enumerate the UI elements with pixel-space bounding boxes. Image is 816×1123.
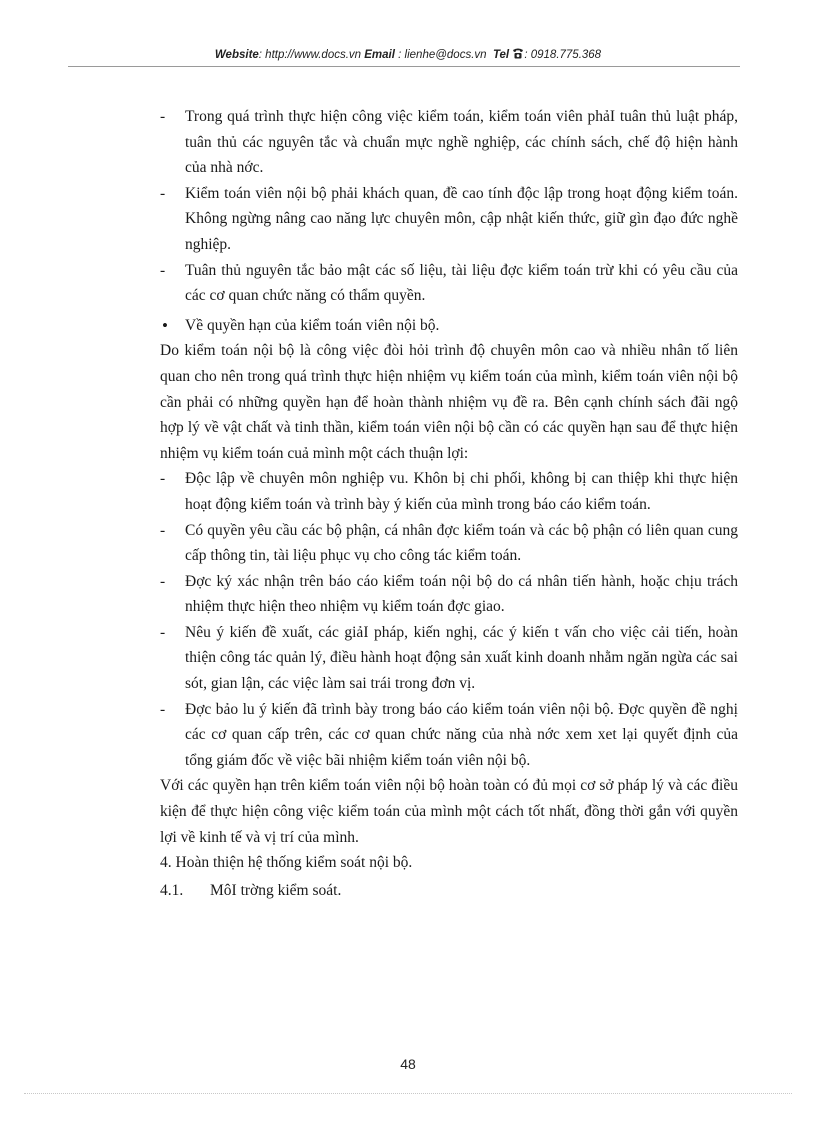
dash-marker: -	[160, 108, 166, 125]
dash-marker: -	[160, 261, 166, 279]
list-item: - Đợc ký xác nhận trên báo cáo kiểm toán nội bộ do cá nhân tiến hành, hoặc chịu trách nhiệm thực hiện theo nhiệm vụ kiểm toán đợc giao.	[160, 569, 738, 620]
section-heading: 4. Hoàn thiện hệ thống kiểm soát nội bộ.	[160, 854, 413, 872]
subsection-title: MôI trờng kiểm soát.	[210, 881, 342, 899]
dash-marker: -	[160, 470, 166, 488]
email-label: Email	[364, 49, 395, 61]
list-item: - Độc lập về chuyên môn nghiệp vu. Khôn bị chi phối, không bị can thiệp khi thực hiện hoạt động kiểm toán và trình bày ý kiến của mình trong báo cáo kiểm toán.	[160, 466, 738, 517]
list-item: - Tuân thủ nguyên tắc bảo mật các số liệu, tài liệu đợc kiểm toán trừ khi có yêu cầu của các cơ quan chức năng có thẩm quyền.	[160, 258, 738, 309]
list-item: - Có quyền yêu cầu các bộ phận, cá nhân đợc kiểm toán và các bộ phận có liên quan cung cấp thông tin, tài liệu phục vụ cho công tác kiểm toán.	[160, 518, 738, 569]
website-label: Website	[214, 49, 259, 61]
dash-marker: -	[160, 700, 166, 718]
list-item: - Đợc bảo lu ý kiến đã trình bày trong báo cáo kiểm toán viên nội bộ. Đợc quyền đề nghị các cơ quan cấp trên, các cơ quan chức năng của nhà nớc xem xet lại quyết định của tổng giám đốc về việc bãi nhiệm kiểm toán viên nội bộ.	[160, 697, 738, 774]
rights-heading: • Về quyền hạn của kiểm toán viên nội bộ.	[160, 313, 738, 339]
list-item: - Nêu ý kiến đề xuất, các giảI pháp, kiến nghị, các ý kiến t vấn cho việc cải tiến, hoàn thiện công tác quản lý, điều hành hoạt động sản xuất kinh doanh nhằm ngăn ngừa các sai sót, gian lận, các việc làm sai trái trong đơn vị.	[160, 620, 738, 697]
dash-marker: -	[160, 184, 166, 202]
phone-icon	[512, 48, 524, 62]
subsection-number: 4.1.	[160, 881, 184, 899]
tel-number[interactable]: : 0918.775.368	[524, 49, 602, 61]
rights-list	[160, 466, 738, 773]
page-number: 48	[400, 1056, 416, 1072]
bullet-marker: •	[162, 315, 168, 335]
header-divider	[68, 66, 740, 67]
conclusion-paragraph: Với các quyền hạn trên kiểm toán viên nội bộ hoàn toàn có đủ mọi cơ sở pháp lý và các điều kiện để thực hiện công việc kiểm toán của mình một cách tốt nhất, đồng thời gắn với quyền lợi về kinh tế và vị trí của mình.	[160, 777, 738, 846]
email-address[interactable]: : lienhe@docs.vn	[394, 49, 487, 61]
page-header	[0, 48, 816, 62]
dash-marker: -	[160, 521, 166, 539]
dash-marker: -	[160, 623, 166, 641]
website-url[interactable]: : http://www.docs.vn	[258, 49, 362, 61]
duties-list	[160, 104, 738, 309]
list-item: - Kiểm toán viên nội bộ phải khách quan, đề cao tính độc lập trong hoạt động kiểm toán. Không ngừng nâng cao năng lực chuyên môn, cập nhật kiến thức, giữ gìn đạo đức nghề nghiệp.	[160, 181, 738, 258]
subsection-heading	[160, 878, 738, 904]
footer-divider	[24, 1093, 792, 1094]
dash-marker: -	[160, 572, 166, 590]
tel-label: Tel	[492, 49, 510, 61]
rights-intro-paragraph: Do kiểm toán nội bộ là công việc đòi hỏi trình độ chuyên môn cao và nhiều nhân tố liên quan cho nên trong quá trình thực hiện nhiệm vụ kiểm toán của mình, kiểm toán viên nội bộ cần phải có những quyền hạn để hoàn thành nhiệm vụ đề ra. Bên cạnh chính sách đãi ngộ hợp lý về vật chất và tinh thần, kiểm toán viên nội bộ cần có các quyền hạn sau để thực hiện nhiệm vụ kiểm toán cuả mình một cách thuận lợi:	[160, 342, 738, 462]
list-item: - Trong quá trình thực hiện công việc kiểm toán, kiểm toán viên phảI tuân thủ luật pháp, tuân thủ các nguyên tắc và chuẩn mực nghề nghiệp, các chính sách, chế độ hiện hành của nhà nớc.	[160, 104, 738, 181]
document-body	[160, 104, 738, 903]
